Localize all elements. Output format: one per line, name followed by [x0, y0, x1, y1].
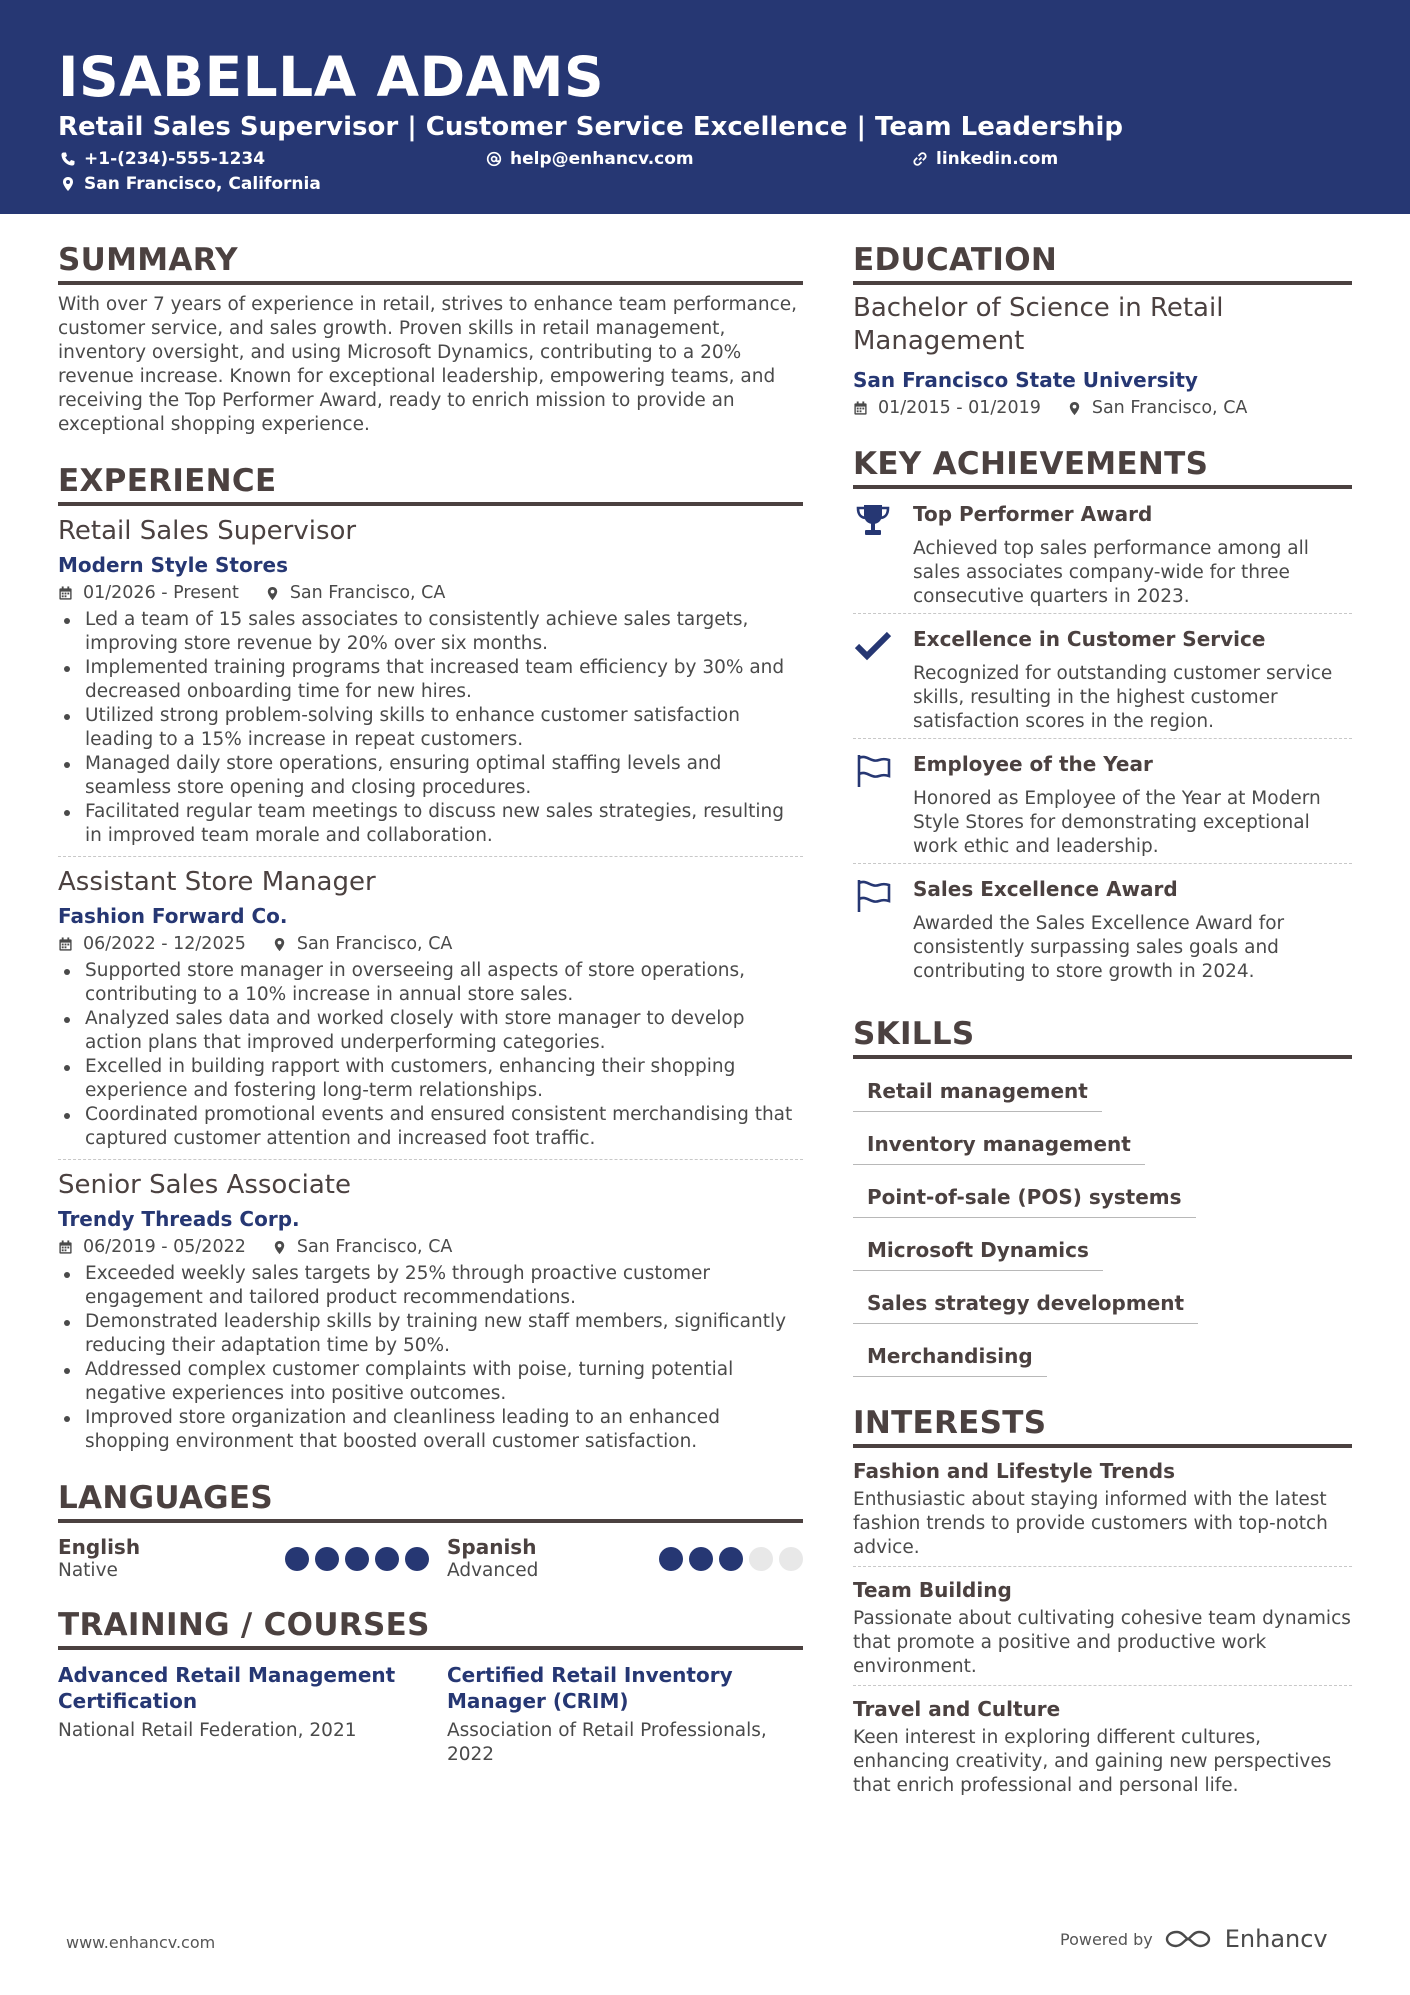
rating-dot-filled	[345, 1547, 369, 1571]
achievement-description: Achieved top sales performance among all sales associates company-wide for three consecutive quarters in 2023.	[913, 538, 1309, 607]
enhancv-logo-icon	[1165, 1927, 1211, 1951]
experience-section	[58, 461, 803, 1454]
training-heading: TRAINING / COURSES	[58, 1605, 803, 1650]
interest-item	[853, 1448, 1352, 1567]
job-location	[265, 581, 446, 605]
interests-heading: INTERESTS	[853, 1403, 1352, 1448]
language-rating	[659, 1547, 803, 1571]
map-pin-icon	[1067, 401, 1082, 416]
rating-dot-filled	[315, 1547, 339, 1571]
candidate-headline: Retail Sales Supervisor | Customer Service Excellence | Team Leadership	[58, 112, 1123, 142]
phone-text: +1-(234)-555-1234	[84, 149, 266, 169]
job-location	[272, 932, 453, 956]
language-text	[58, 1535, 140, 1583]
brand-name: Enhancv	[1224, 1925, 1328, 1953]
company-name: Trendy Threads Corp.	[58, 1207, 300, 1231]
company-name: Modern Style Stores	[58, 553, 289, 577]
job-meta	[58, 1235, 803, 1259]
achievement-title: Sales Excellence Award	[913, 877, 1178, 901]
training-title: Certified Retail Inventory Manager (CRIM)	[447, 1663, 733, 1713]
interest-description: Passionate about cultivating cohesive team dynamics that promote a positive and productive work environment.	[853, 1608, 1351, 1677]
job-bullets	[58, 1262, 803, 1454]
education-heading: EDUCATION	[853, 240, 1352, 285]
email-text: help@enhancv.com	[510, 149, 694, 169]
summary-text: With over 7 years of experience in retail, strives to enhance team performance, customer service, and sales growth. Proven skills in retail management, inventory oversight, and using Microsoft Dynamics, contributing to a 20% revenue increase. Known for exceptional leadership, empowering teams, and receiving the Top Performer Award, ready to enrich mission to provide an exceptional shopping experience.	[58, 294, 798, 435]
phone-icon	[60, 151, 76, 167]
calendar-icon	[853, 401, 868, 416]
achievement-body	[913, 501, 1352, 609]
bullet-item: Improved store organization and cleanliness leading to an enhanced shopping environment that boosted overall customer satisfaction.	[58, 1406, 803, 1454]
skills-section	[853, 1014, 1352, 1377]
achievement-item	[853, 864, 1352, 988]
right-column	[853, 240, 1352, 1804]
achievement-icon	[853, 751, 913, 859]
rating-dot-empty	[779, 1547, 803, 1571]
skill-tag: Inventory management	[853, 1131, 1145, 1165]
language-item	[58, 1535, 447, 1583]
flag-icon	[853, 876, 893, 916]
interest-description: Enthusiastic about staying informed with the latest fashion trends to provide customers with top-notch advice.	[853, 1489, 1328, 1558]
training-list	[58, 1662, 803, 1767]
skills-list	[853, 1078, 1352, 1377]
job-location	[272, 1235, 453, 1259]
contact-phone[interactable]	[60, 148, 265, 170]
location-text: San Francisco, California	[84, 174, 321, 194]
contact-location	[60, 173, 321, 195]
interest-item	[853, 1686, 1352, 1804]
achievement-item	[853, 739, 1352, 864]
bullet-item: Implemented training programs that increased team efficiency by 30% and decreased onboarding time for new hires.	[58, 656, 803, 704]
job-title: Retail Sales Supervisor	[58, 516, 357, 546]
interest-item	[853, 1567, 1352, 1686]
experience-heading: EXPERIENCE	[58, 461, 803, 506]
achievement-body	[913, 626, 1352, 734]
language-name: English	[58, 1535, 141, 1559]
bullet-item: Managed daily store operations, ensuring optimal staffing levels and seamless store opening and closing procedures.	[58, 752, 803, 800]
job-location-text: San Francisco, CA	[296, 1237, 453, 1257]
training-item	[447, 1662, 803, 1767]
job-title: Assistant Store Manager	[58, 867, 376, 897]
rating-dot-empty	[749, 1547, 773, 1571]
rating-dot-filled	[285, 1547, 309, 1571]
bullet-item: Led a team of 15 sales associates to consistently achieve sales targets, improving store revenue by 20% over six months.	[58, 608, 803, 656]
rating-dot-filled	[689, 1547, 713, 1571]
job-dates: 01/2026 - Present	[83, 583, 239, 603]
school-name: San Francisco State University	[853, 368, 1198, 392]
footer-website[interactable]: www.enhancv.com	[66, 1933, 216, 1952]
job-meta	[58, 932, 803, 956]
skill-tag: Microsoft Dynamics	[853, 1237, 1103, 1271]
education-section	[853, 240, 1352, 420]
job-entry	[58, 506, 803, 857]
company-name: Fashion Forward Co.	[58, 904, 288, 928]
map-pin-icon	[272, 937, 287, 952]
skill-tag: Point-of-sale (POS) systems	[853, 1184, 1196, 1218]
rating-dot-filled	[719, 1547, 743, 1571]
linkedin-text: linkedin.com	[936, 149, 1059, 169]
degree-title: Bachelor of Science in Retail Management	[853, 293, 1224, 356]
interest-title: Travel and Culture	[853, 1697, 1061, 1721]
at-icon	[486, 151, 502, 167]
bullet-item: Facilitated regular team meetings to discuss new sales strategies, resulting in improved team morale and collaboration.	[58, 800, 803, 848]
language-level: Advanced	[447, 1560, 539, 1581]
achievements-section	[853, 444, 1352, 988]
job-location-text: San Francisco, CA	[296, 934, 453, 954]
training-section	[58, 1605, 803, 1767]
link-icon	[912, 151, 928, 167]
bullet-item: Addressed complex customer complaints with poise, turning potential negative experiences into positive outcomes.	[58, 1358, 803, 1406]
skill-tag: Merchandising	[853, 1343, 1047, 1377]
achievement-icon	[853, 626, 913, 734]
map-pin-icon	[265, 586, 280, 601]
interest-title: Fashion and Lifestyle Trends	[853, 1459, 1176, 1483]
achievement-icon	[853, 876, 913, 984]
achievement-icon	[853, 501, 913, 609]
training-provider: National Retail Federation, 2021	[58, 1720, 357, 1741]
language-level: Native	[58, 1560, 118, 1581]
skill-tag: Retail management	[853, 1078, 1102, 1112]
bullet-item: Analyzed sales data and worked closely with store manager to develop action plans that improved underperforming categories.	[58, 1007, 803, 1055]
achievement-description: Honored as Employee of the Year at Modern Style Stores for demonstrating exceptional work ethic and leadership.	[913, 788, 1321, 857]
job-title: Senior Sales Associate	[58, 1170, 351, 1200]
job-dates: 06/2019 - 05/2022	[83, 1237, 246, 1257]
bullet-item: Excelled in building rapport with customers, enhancing their shopping experience and fostering long-term relationships.	[58, 1055, 803, 1103]
interest-title: Team Building	[853, 1578, 1012, 1602]
calendar-icon	[58, 1240, 73, 1255]
training-item	[58, 1662, 447, 1767]
language-item	[447, 1535, 803, 1583]
achievement-title: Employee of the Year	[913, 752, 1153, 776]
language-text	[447, 1535, 538, 1583]
map-pin-icon	[60, 176, 76, 192]
achievement-body	[913, 751, 1352, 859]
training-provider: Association of Retail Professionals, 2022	[447, 1720, 767, 1765]
achievement-description: Awarded the Sales Excellence Award for consistently surpassing sales goals and contributing to store growth in 2024.	[913, 913, 1285, 982]
calendar-icon	[58, 586, 73, 601]
job-entry	[58, 1160, 803, 1454]
languages-heading: LANGUAGES	[58, 1478, 803, 1523]
bullet-item: Coordinated promotional events and ensured consistent merchandising that captured customer attention and increased foot traffic.	[58, 1103, 803, 1151]
job-meta	[58, 581, 803, 605]
resume-header	[0, 0, 1410, 214]
job-entry	[58, 857, 803, 1160]
footer-powered-by[interactable]	[1060, 1925, 1328, 1953]
powered-by-label: Powered by	[1060, 1929, 1153, 1949]
contact-linkedin[interactable]	[912, 148, 1058, 170]
language-rating	[285, 1547, 429, 1571]
summary-heading: SUMMARY	[58, 240, 803, 285]
education-location	[1067, 396, 1248, 420]
map-pin-icon	[272, 1240, 287, 1255]
rating-dot-filled	[375, 1547, 399, 1571]
job-dates: 06/2022 - 12/2025	[83, 934, 246, 954]
education-dates: 01/2015 - 01/2019	[878, 398, 1041, 418]
education-location-text: San Francisco, CA	[1091, 398, 1248, 418]
left-column	[58, 240, 803, 1767]
skill-tag: Sales strategy development	[853, 1290, 1198, 1324]
bullet-item: Demonstrated leadership skills by training new staff members, significantly reducing their adaptation time by 50%.	[58, 1310, 803, 1358]
interest-description: Keen interest in exploring different cultures, enhancing creativity, and gaining new perspectives that enrich professional and personal life.	[853, 1727, 1332, 1796]
education-meta	[853, 396, 1352, 420]
trophy-icon	[853, 501, 893, 541]
languages-section	[58, 1478, 803, 1583]
achievement-title: Excellence in Customer Service	[913, 627, 1266, 651]
bullet-item: Utilized strong problem-solving skills to enhance customer satisfaction leading to a 15% increase in repeat customers.	[58, 704, 803, 752]
job-bullets	[58, 959, 803, 1151]
achievement-description: Recognized for outstanding customer service skills, resulting in the highest customer satisfaction scores in the region.	[913, 663, 1333, 732]
calendar-icon	[58, 937, 73, 952]
job-bullets	[58, 608, 803, 848]
skills-heading: SKILLS	[853, 1014, 1352, 1059]
language-list	[58, 1535, 803, 1583]
checkmark-icon	[853, 626, 893, 666]
contact-email[interactable]	[486, 148, 694, 170]
training-title: Advanced Retail Management Certification	[58, 1663, 396, 1713]
candidate-name: ISABELLA ADAMS	[58, 45, 605, 109]
rating-dot-filled	[659, 1547, 683, 1571]
bullet-item: Supported store manager in overseeing all aspects of store operations, contributing to a 10% increase in annual store sales.	[58, 959, 803, 1007]
rating-dot-filled	[405, 1547, 429, 1571]
achievement-body	[913, 876, 1352, 984]
achievement-title: Top Performer Award	[913, 502, 1153, 526]
job-location-text: San Francisco, CA	[289, 583, 446, 603]
achievement-item	[853, 614, 1352, 739]
language-name: Spanish	[447, 1535, 537, 1559]
achievement-item	[853, 489, 1352, 614]
summary-section	[58, 240, 803, 437]
flag-icon	[853, 751, 893, 791]
bullet-item: Exceeded weekly sales targets by 25% through proactive customer engagement and tailored product recommendations.	[58, 1262, 803, 1310]
achievements-heading: KEY ACHIEVEMENTS	[853, 444, 1352, 489]
interests-section	[853, 1403, 1352, 1804]
